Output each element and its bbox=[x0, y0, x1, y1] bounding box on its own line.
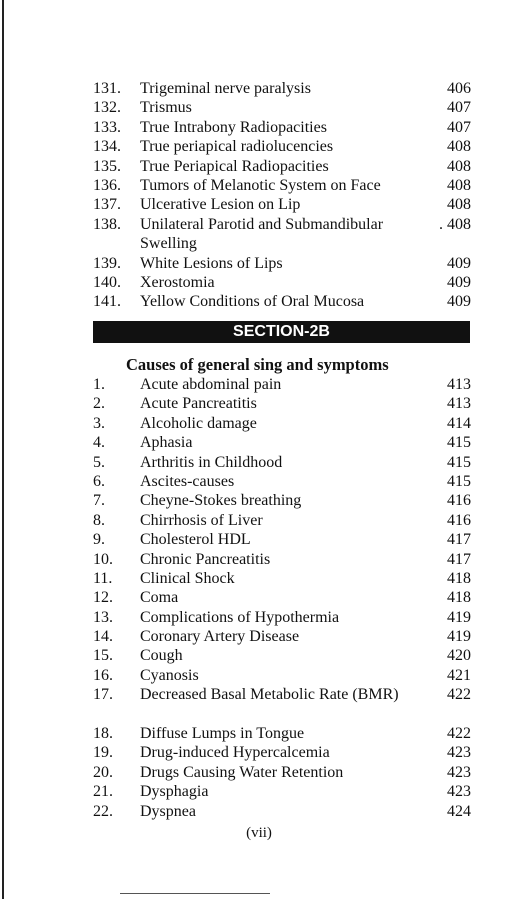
bottom-rule-line bbox=[120, 893, 270, 894]
entry-number: 17. bbox=[93, 686, 113, 704]
entry-page: 406 bbox=[447, 80, 471, 97]
toc-entry[interactable] bbox=[93, 137, 471, 156]
entry-title: Trigeminal nerve paralysis bbox=[140, 80, 311, 97]
entry-number: 10. bbox=[93, 550, 113, 568]
entry-page: 408 bbox=[447, 138, 471, 156]
entry-number: 7. bbox=[93, 492, 105, 510]
entry-title: Xerostomia bbox=[140, 273, 215, 291]
entry-number: 135. bbox=[93, 157, 121, 175]
toc-entry[interactable] bbox=[93, 550, 471, 569]
entry-number: 2. bbox=[93, 395, 105, 413]
entry-page: 409 bbox=[447, 254, 471, 272]
entry-number: 5. bbox=[93, 453, 105, 471]
entry-page: 423 bbox=[447, 783, 471, 801]
toc-entry[interactable] bbox=[93, 273, 471, 292]
entry-number: 136. bbox=[93, 176, 121, 194]
entry-page: 409 bbox=[447, 293, 471, 311]
toc-entry[interactable] bbox=[93, 98, 471, 117]
section-header: SECTION-2B bbox=[93, 321, 470, 343]
entry-page: 413 bbox=[447, 376, 471, 393]
page-number: (vii) bbox=[246, 825, 272, 841]
entry-page: 415 bbox=[447, 472, 471, 490]
toc-entry[interactable] bbox=[93, 685, 471, 724]
entry-number: 141. bbox=[93, 293, 121, 311]
toc-entry[interactable] bbox=[93, 394, 471, 413]
entry-page: 407 bbox=[447, 118, 471, 136]
entry-page: 419 bbox=[447, 608, 471, 626]
toc-entry[interactable] bbox=[93, 646, 471, 665]
entry-title: Acute abdominal pain bbox=[140, 376, 282, 393]
entry-title: Cyanosis bbox=[140, 666, 199, 684]
entry-title: Acute Pancreatitis bbox=[140, 395, 257, 413]
entry-title: True Periapical Radiopacities bbox=[140, 157, 329, 175]
toc-entry[interactable] bbox=[93, 118, 471, 137]
toc-entry[interactable] bbox=[93, 433, 471, 452]
entry-number: 22. bbox=[93, 802, 113, 820]
toc-entry[interactable] bbox=[93, 176, 471, 195]
entry-number: 139. bbox=[93, 254, 121, 272]
entry-title: Cough bbox=[140, 647, 183, 665]
entry-title: True Intrabony Radiopacities bbox=[140, 118, 327, 136]
entry-number: 20. bbox=[93, 763, 113, 781]
entry-number: 131. bbox=[93, 80, 121, 97]
entry-number: 9. bbox=[93, 531, 105, 549]
entry-page: 408 bbox=[447, 157, 471, 175]
entry-title: Tumors of Melanotic System on Face bbox=[140, 176, 381, 194]
toc-entry[interactable] bbox=[93, 254, 471, 273]
entry-page: 423 bbox=[447, 744, 471, 762]
entry-number: 140. bbox=[93, 273, 121, 291]
toc-entry[interactable] bbox=[93, 511, 471, 530]
entry-number: 15. bbox=[93, 647, 113, 665]
toc-entry[interactable] bbox=[93, 782, 471, 801]
toc-entry[interactable] bbox=[93, 666, 471, 685]
toc-entry[interactable] bbox=[93, 608, 471, 627]
entry-title: Alcoholic damage bbox=[140, 414, 257, 432]
toc-entry[interactable] bbox=[93, 569, 471, 588]
entry-title: Ascites-causes bbox=[140, 472, 235, 490]
entry-number: 21. bbox=[93, 783, 113, 801]
entry-number: 137. bbox=[93, 196, 121, 214]
toc-entry[interactable] bbox=[93, 292, 471, 311]
entry-number: 138. bbox=[93, 215, 121, 233]
entry-number: 6. bbox=[93, 472, 105, 490]
entry-title: Trismus bbox=[140, 99, 192, 117]
entry-title: Dysphagia bbox=[140, 783, 209, 801]
toc-entry[interactable] bbox=[93, 195, 471, 214]
toc-entry[interactable] bbox=[93, 79, 471, 98]
entry-number: 134. bbox=[93, 138, 121, 156]
entry-number: 18. bbox=[93, 725, 113, 743]
entry-title: True periapical radiolucencies bbox=[140, 138, 334, 156]
entry-page: 416 bbox=[447, 492, 471, 510]
page-edge-line bbox=[2, 0, 4, 899]
entry-number: 11. bbox=[93, 569, 113, 587]
entry-title: Yellow Conditions of Oral Mucosa bbox=[140, 293, 365, 311]
entry-title: Coma bbox=[140, 589, 179, 607]
toc-entry[interactable] bbox=[93, 375, 471, 394]
toc-entry[interactable] bbox=[93, 588, 471, 607]
entry-number: 13. bbox=[93, 608, 113, 626]
entry-title: Clinical Shock bbox=[140, 569, 235, 587]
entry-title: Dyspnea bbox=[140, 802, 196, 820]
entry-title: Complications of Hypothermia bbox=[140, 608, 340, 626]
entry-page: 408 bbox=[447, 176, 471, 194]
entry-page: 423 bbox=[447, 763, 471, 781]
toc-list-section bbox=[93, 375, 471, 821]
entry-number: 12. bbox=[93, 589, 113, 607]
entry-page: 407 bbox=[447, 99, 471, 117]
entry-title: White Lesions of Lips bbox=[140, 254, 283, 272]
entry-title: Unilateral Parotid and Submandibular Swelling bbox=[140, 215, 384, 253]
entry-page: 413 bbox=[447, 395, 471, 413]
entry-number: 19. bbox=[93, 744, 113, 762]
entry-title: Cheyne-Stokes breathing bbox=[140, 492, 302, 510]
entry-number: 3. bbox=[93, 414, 105, 432]
toc-entry[interactable] bbox=[93, 453, 471, 472]
entry-page: 415 bbox=[447, 434, 471, 452]
entry-page: 409 bbox=[447, 273, 471, 291]
toc-entry[interactable] bbox=[93, 414, 471, 433]
entry-title: Diffuse Lumps in Tongue bbox=[140, 725, 305, 743]
entry-title: Aphasia bbox=[140, 434, 193, 452]
entry-page: 418 bbox=[447, 569, 471, 587]
toc-entry[interactable] bbox=[93, 157, 471, 176]
section-subheading: Causes of general sing and symptoms bbox=[126, 355, 389, 374]
toc-entry[interactable] bbox=[93, 802, 471, 821]
entry-title: Chirrhosis of Liver bbox=[140, 511, 263, 529]
toc-entry[interactable] bbox=[93, 627, 471, 646]
toc-entry[interactable] bbox=[93, 472, 471, 491]
entry-number: 1. bbox=[93, 376, 105, 393]
entry-title: Arthritis in Childhood bbox=[140, 453, 283, 471]
entry-number: 14. bbox=[93, 628, 113, 646]
entry-page: 422 bbox=[447, 686, 471, 704]
entry-number: 8. bbox=[93, 511, 105, 529]
entry-title: Drug-induced Hypercalcemia bbox=[140, 744, 330, 762]
entry-page: 415 bbox=[447, 453, 471, 471]
entry-page: 417 bbox=[447, 531, 471, 549]
entry-title: Drugs Causing Water Retention bbox=[140, 763, 344, 781]
entry-page: 414 bbox=[447, 414, 471, 432]
entry-number: 16. bbox=[93, 666, 113, 684]
entry-page: 417 bbox=[447, 550, 471, 568]
entry-page: 420 bbox=[447, 647, 471, 665]
toc-entry[interactable] bbox=[93, 491, 471, 510]
entry-page: 424 bbox=[447, 802, 471, 820]
entry-title: Decreased Basal Metabolic Rate (BMR) bbox=[140, 686, 399, 704]
entry-number: 4. bbox=[93, 434, 105, 452]
entry-title: Ulcerative Lesion on Lip bbox=[140, 196, 301, 214]
entry-number: 132. bbox=[93, 99, 121, 117]
entry-page: . 408 bbox=[439, 215, 471, 233]
entry-title: Chronic Pancreatitis bbox=[140, 550, 271, 568]
entry-page: 416 bbox=[447, 511, 471, 529]
entry-page: 422 bbox=[447, 725, 471, 743]
entry-title: Coronary Artery Disease bbox=[140, 628, 300, 646]
entry-number: 133. bbox=[93, 118, 121, 136]
entry-page: 418 bbox=[447, 589, 471, 607]
toc-entry[interactable] bbox=[93, 215, 471, 254]
entry-title: Cholesterol HDL bbox=[140, 531, 251, 549]
entry-page: 421 bbox=[447, 666, 471, 684]
entry-page: 408 bbox=[447, 196, 471, 214]
toc-entry[interactable] bbox=[93, 724, 471, 743]
toc-entry[interactable] bbox=[93, 530, 471, 549]
toc-entry[interactable] bbox=[93, 763, 471, 782]
toc-list-top bbox=[93, 79, 471, 312]
toc-entry[interactable] bbox=[93, 743, 471, 762]
entry-page: 419 bbox=[447, 628, 471, 646]
